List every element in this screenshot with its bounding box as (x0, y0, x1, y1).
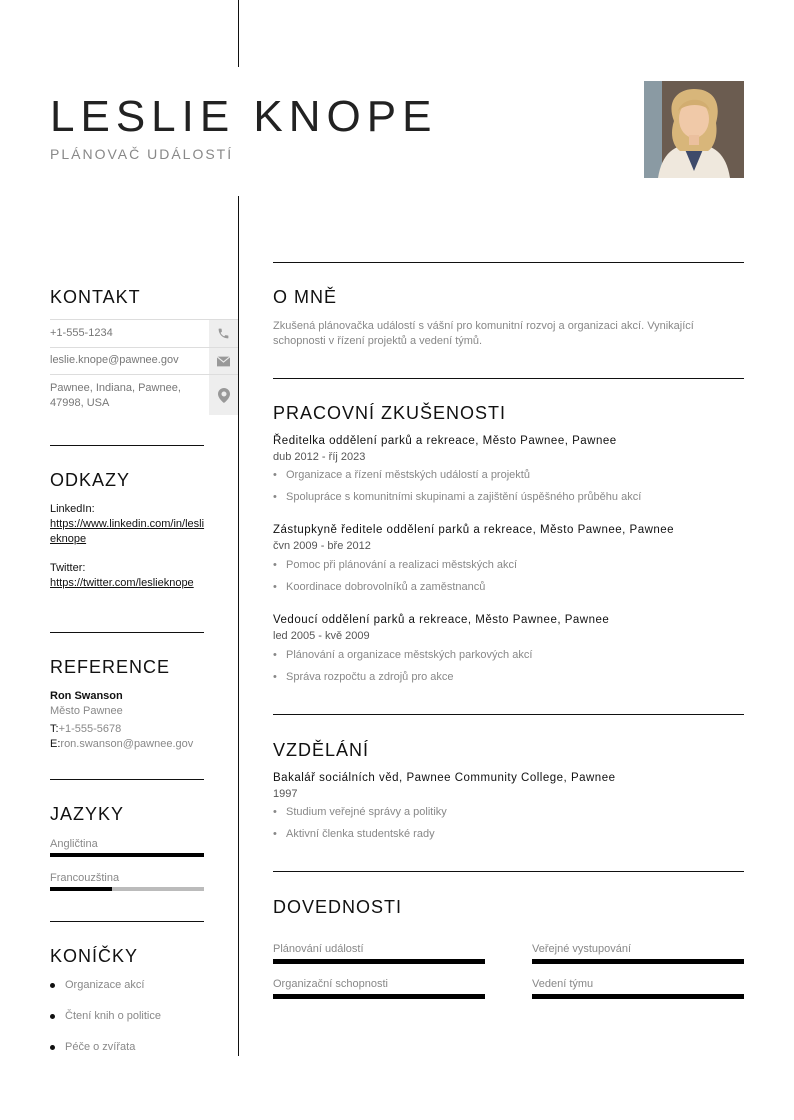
section-divider (273, 262, 744, 263)
reference-email-label: E: (50, 738, 61, 750)
job-bullet-text: Pomoc při plánování a realizaci městských akcí (286, 559, 518, 571)
reference-heading: REFERENCE (50, 657, 171, 677)
reference-email: ron.swanson@pawnee.gov (60, 738, 194, 750)
twitter-label: Twitter: (50, 562, 86, 574)
job-date: čvn 2009 - bře 2012 (273, 540, 371, 552)
job-date: led 2005 - kvě 2009 (273, 630, 370, 642)
education-bullet-text: Studium veřejné správy a politiky (286, 806, 447, 818)
section-divider (50, 779, 204, 780)
language-level-bar (50, 887, 204, 891)
section-divider (50, 921, 204, 922)
languages-heading: JAZYKY (50, 804, 125, 824)
education-bullet (276, 828, 435, 840)
job-bullet (276, 581, 485, 593)
contact-email-row (50, 347, 238, 374)
bullet-icon (50, 1045, 55, 1050)
skill-name: Vedení týmu (532, 978, 594, 990)
profile-photo (644, 81, 744, 178)
page-title: LESLIE KNOPE (50, 92, 438, 141)
job-bullet-text: Organizace a řízení městských událostí a projektů (286, 469, 530, 481)
profile-photo-portrait (644, 81, 744, 178)
vertical-divider-top (238, 0, 239, 67)
section-divider (50, 632, 204, 633)
reference-phone: +1-555-5678 (58, 723, 122, 735)
bullet-icon (50, 983, 55, 988)
education-bullet (276, 806, 447, 818)
phone-icon (209, 320, 238, 347)
reference-phone-label: T: (50, 723, 59, 735)
language-name: Francouzština (50, 872, 120, 884)
education-degree: Bakalář sociálních věd, Pawnee Community College, Pawnee (273, 772, 616, 784)
section-divider (273, 871, 744, 872)
job-bullet (276, 469, 530, 481)
about-heading: O MNĚ (273, 287, 338, 307)
skill-level-bar (532, 994, 744, 999)
language-level-bar (50, 853, 204, 857)
hobby-item: Čtení knih o politice (65, 1010, 161, 1022)
job-bullet (276, 491, 641, 503)
experience-heading: PRACOVNÍ ZKUŠENOSTI (273, 403, 507, 423)
job-date: dub 2012 - říj 2023 (273, 451, 366, 463)
job-title: Vedoucí oddělení parků a rekreace, Město Pawnee, Pawnee (273, 614, 610, 626)
contact-phone: +1-555-1234 (50, 327, 113, 339)
language-level-fill (50, 887, 112, 891)
education-bullet-text: Aktivní členka studentské rady (286, 828, 435, 840)
linkedin-link[interactable]: https://www.linkedin.com/in/leslieknope (50, 518, 205, 545)
skill-level-bar (273, 994, 485, 999)
job-title: Zástupkyně ředitele oddělení parků a rekreace, Město Pawnee, Pawnee (273, 524, 675, 536)
job-subtitle: PLÁNOVAČ UDÁLOSTÍ (50, 146, 234, 162)
skill-name: Veřejné vystupování (532, 943, 632, 955)
contact-heading: KONTAKT (50, 287, 141, 307)
bullet-icon (50, 1014, 55, 1019)
location-pin-icon (209, 375, 238, 415)
job-bullet-text: Koordinace dobrovolníků a zaměstnanců (286, 581, 486, 593)
contact-address-row (50, 374, 238, 415)
job-bullet (276, 559, 517, 571)
envelope-icon (209, 348, 238, 374)
vertical-divider (238, 196, 239, 1056)
contact-address: Pawnee, Indiana, Pawnee, 47998, USA (50, 382, 181, 409)
language-name: Angličtina (50, 838, 98, 850)
skills-heading: DOVEDNOSTI (273, 897, 403, 917)
section-divider (273, 714, 744, 715)
contact-email: leslie.knope@pawnee.gov (50, 354, 179, 366)
hobbies-heading: KONÍČKY (50, 946, 139, 966)
reference-org: Město Pawnee (50, 705, 123, 717)
reference-block (50, 689, 220, 752)
links-block (50, 502, 206, 591)
links-heading: ODKAZY (50, 470, 131, 490)
reference-name: Ron Swanson (50, 690, 123, 702)
language-level-fill (50, 853, 204, 857)
section-divider (273, 378, 744, 379)
skill-level-bar (273, 959, 485, 964)
skill-name: Organizační schopnosti (273, 978, 388, 990)
hobby-item: Péče o zvířata (65, 1041, 136, 1053)
job-bullet-text: Správa rozpočtu a zdrojů pro akce (286, 671, 454, 683)
section-divider (50, 445, 204, 446)
job-bullet-text: Plánování a organizace městských parkových akcí (286, 649, 533, 661)
job-bullet-text: Spolupráce s komunitními skupinami a zajištění úspěšného průběhu akcí (286, 491, 642, 503)
contact-phone-row (50, 319, 238, 347)
skill-name: Plánování událostí (273, 943, 364, 955)
education-heading: VZDĚLÁNÍ (273, 740, 370, 760)
job-title: Ředitelka oddělení parků a rekreace, Město Pawnee, Pawnee (273, 435, 617, 447)
job-bullet (276, 671, 454, 683)
linkedin-label: LinkedIn: (50, 503, 95, 515)
twitter-link[interactable]: https://twitter.com/leslieknope (50, 577, 194, 589)
hobby-item: Organizace akcí (65, 979, 145, 991)
skill-level-bar (532, 959, 744, 964)
about-text: Zkušená plánovačka událostí s vášní pro komunitní rozvoj a organizaci akcí. Vynikající schopnosti v řízení projektů a vedení týmů. (273, 320, 694, 347)
education-year: 1997 (273, 788, 298, 800)
job-bullet (276, 649, 532, 661)
